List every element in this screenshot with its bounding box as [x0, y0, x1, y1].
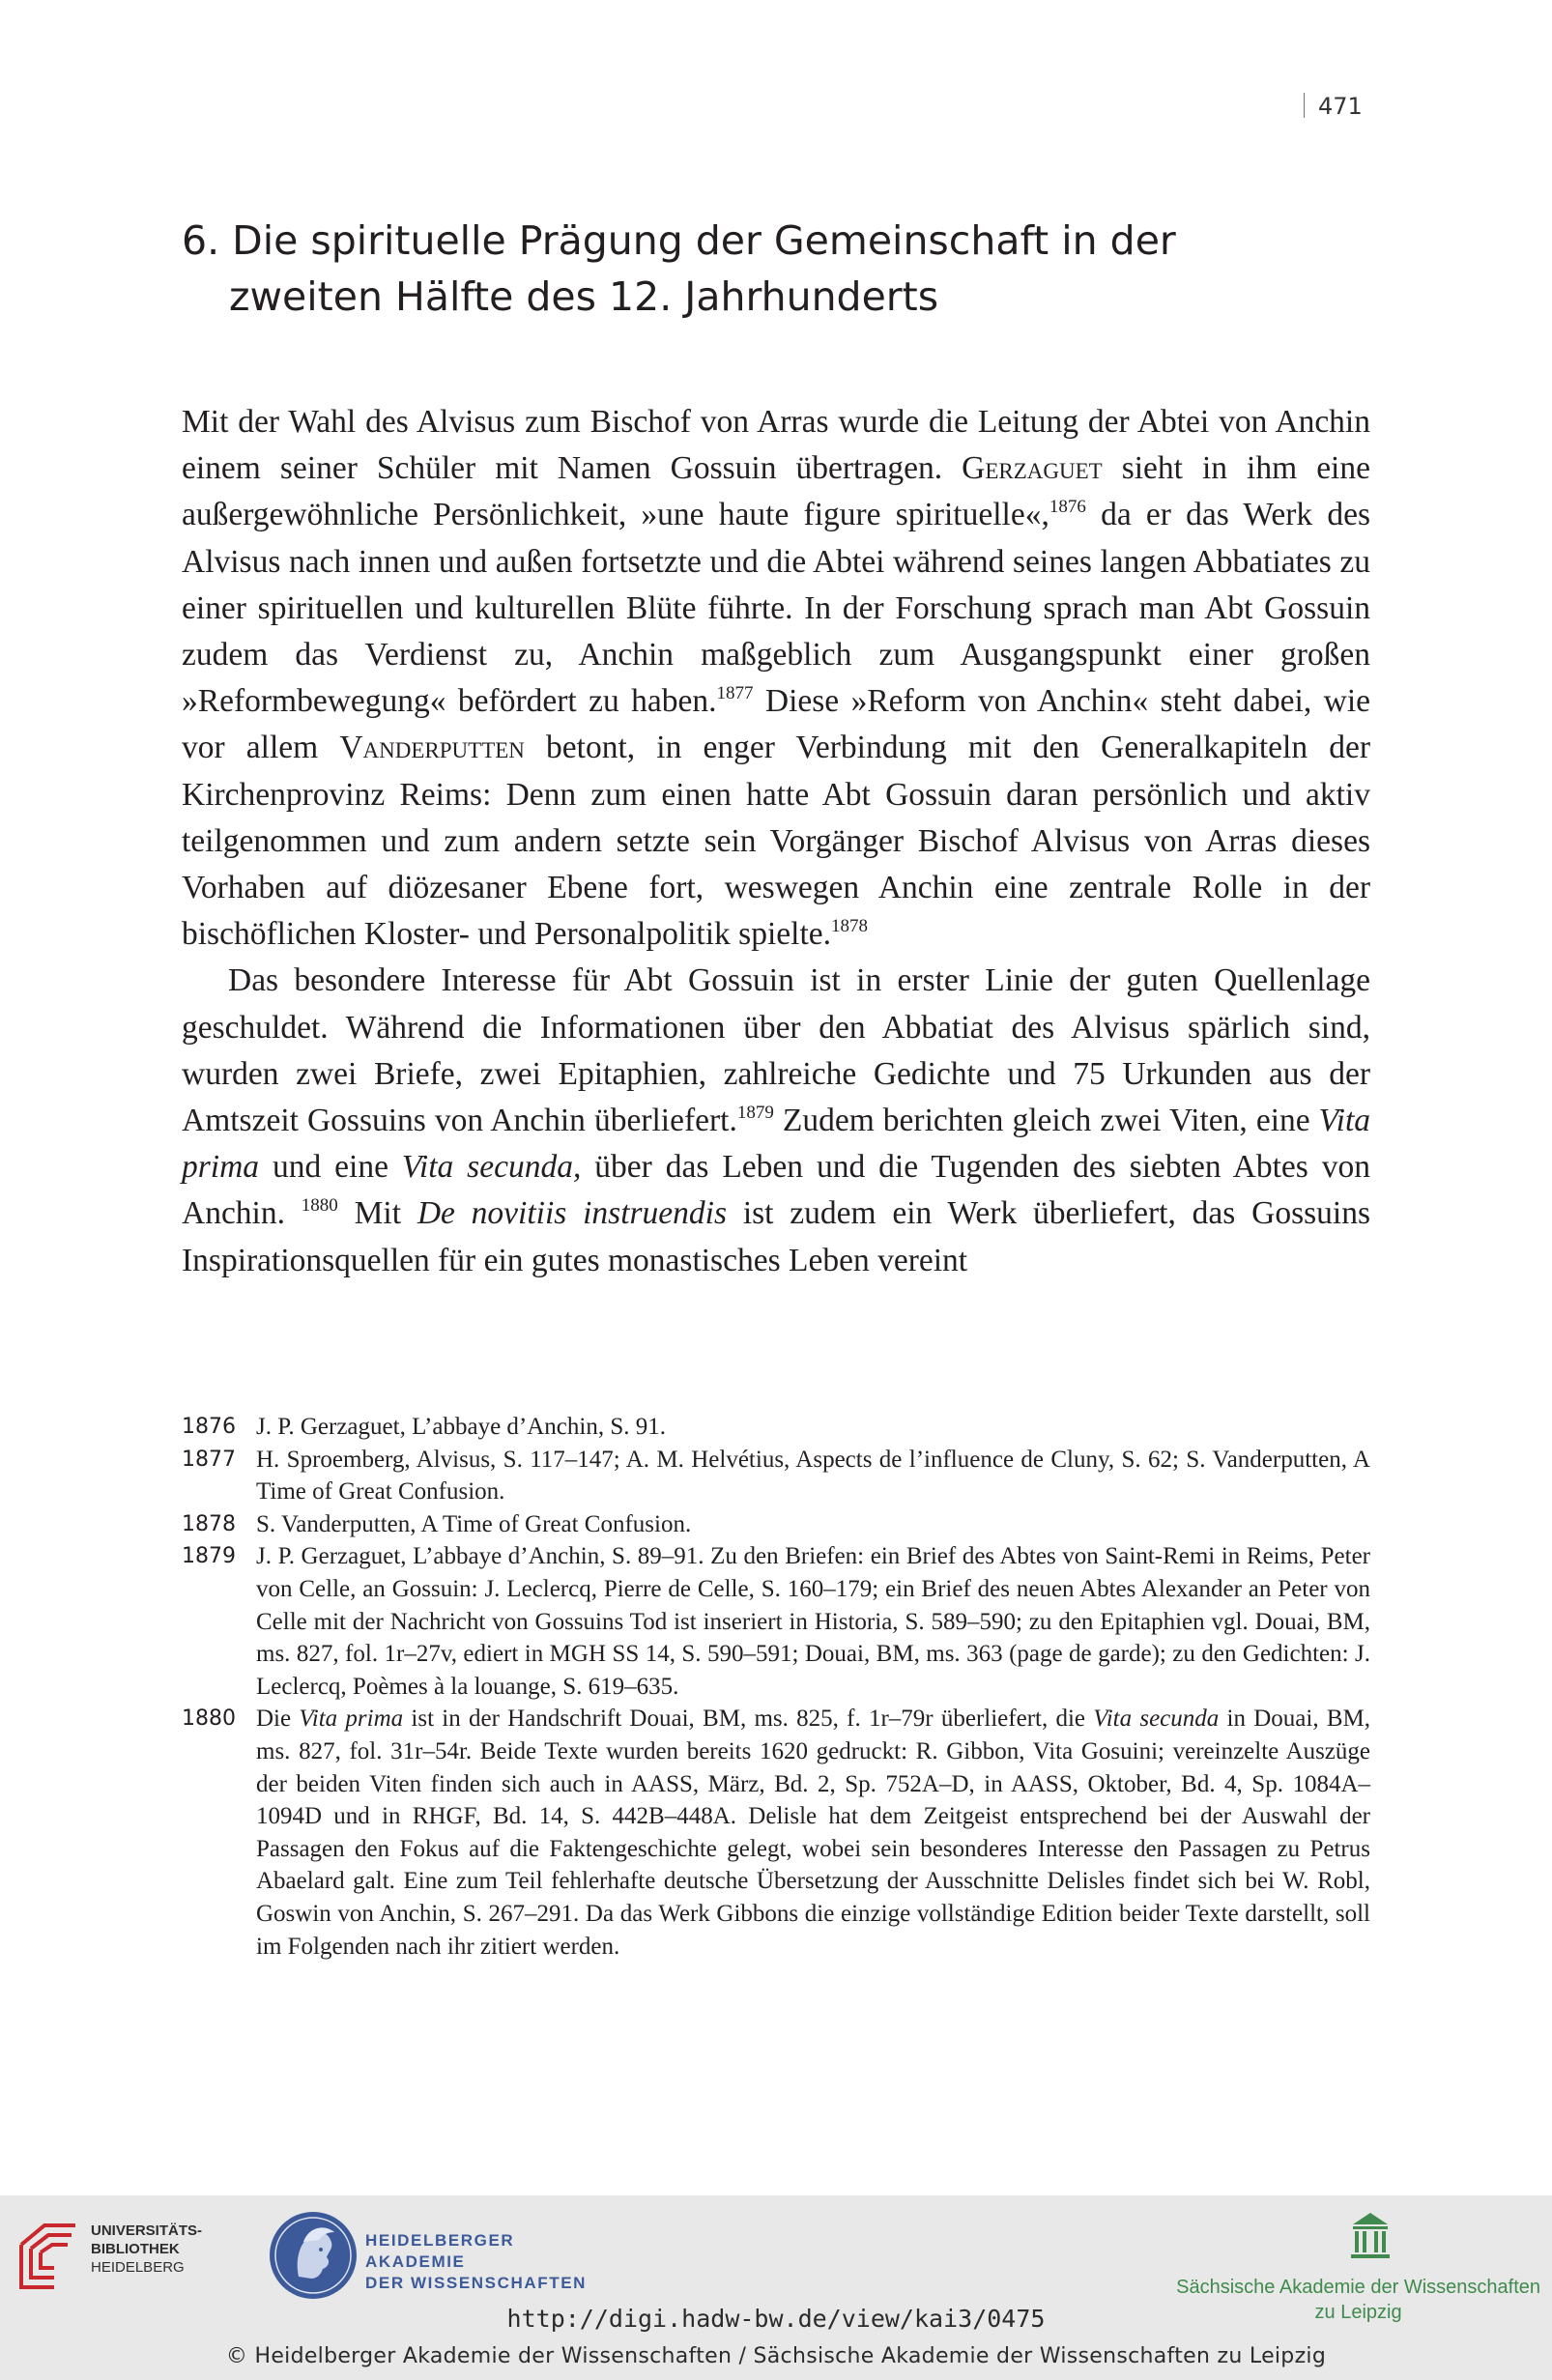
ub-logo-text — [91, 2222, 202, 2277]
text-run: sieht in ihm eine außergewöhnliche Persönlichkeit, »une haute figure spirituelle«, — [182, 450, 1370, 533]
footnote-1880 — [182, 1703, 1370, 1963]
saw-logo-line-2: zu Leipzig — [1314, 2302, 1402, 2323]
text-run: Diese »Reform von Anchin« steht dabei, wie vor allem — [182, 683, 1371, 766]
footnote-text: H. Sproemberg, Alvisus, S. 117–147; A. M. Helvétius, Aspects de l’influence de Cluny, S. 62; S. Vanderputten, A Time of Great Confusion. — [256, 1446, 1370, 1505]
footnote-1877 — [182, 1444, 1370, 1508]
page-number — [1304, 93, 1363, 120]
footnote-number: 1876 — [182, 1415, 236, 1439]
ub-logo-line-2: BIBLIOTHEK — [91, 2241, 180, 2257]
saw-building-icon — [1349, 2211, 1392, 2261]
page-number-divider — [1304, 93, 1305, 118]
footnote-number: 1877 — [182, 1447, 236, 1472]
ub-logo-line-1: UNIVERSITÄTS- — [91, 2222, 203, 2239]
footnote-number: 1878 — [182, 1511, 236, 1536]
text-run: Zudem berichten gleich zwei Viten, eine — [773, 1103, 1319, 1139]
footnote-ref[interactable]: 1878 — [831, 916, 868, 937]
text-run: da er das Werk des Alvisus nach innen und außen fortsetzte und die Abtei während seines langen Abbatiates zu einer spirituellen und kulturellen Blüte führte. In der Forschung sprach man Abt Gossuin zudem das Verdienst zu, Anchin maßgeblich zum Ausgangspunkt einer großen »Reformbewegung« befördert zu haben. — [182, 497, 1371, 720]
page-number-value: 471 — [1318, 93, 1363, 120]
footnote-number: 1880 — [182, 1706, 236, 1732]
footnote-1878 — [182, 1508, 1370, 1541]
footnote-number: 1879 — [182, 1544, 236, 1569]
permalink-url[interactable]: http://digi.hadw-bw.de/view/kai3/0475 — [506, 2305, 1046, 2333]
footnote-ref[interactable]: 1879 — [736, 1103, 774, 1124]
hadw-logo-text — [365, 2230, 611, 2294]
body-text — [182, 399, 1370, 1284]
hadw-logo-line-2: DER WISSENSCHAFTEN — [365, 2274, 588, 2292]
italic-title: Vita secunda, — [401, 1149, 582, 1186]
saw-logo-line-1: Sächsische Akademie der Wissenschaften — [1176, 2277, 1540, 2298]
italic-title: Vita secunda — [1093, 1706, 1220, 1733]
footnote-text: J. P. Gerzaguet, L’abbaye d’Anchin, S. 91. — [256, 1414, 666, 1440]
text-run: Mit — [337, 1195, 417, 1232]
paragraph-2 — [182, 958, 1370, 1283]
text-run: betont, in enger Verbindung mit den Generalkapiteln der Kirchenprovinz Reims: Denn zum einen hatte Abt Gossuin daran persönlich und aktiv teilgenommen und zum andern setzte sein Vorgänger Bischof Alvisus von Arras dieses Vorhaben auf diözesaner Ebene fort, weswegen Anchin eine zentrale Rolle in der bischöflichen Kloster- und Personalpolitik spielte. — [182, 730, 1370, 953]
author-name-small-caps: Gerzaguet — [962, 450, 1103, 487]
footnote-text: S. Vanderputten, A Time of Great Confusion. — [256, 1510, 692, 1537]
text-run: über das Leben und die Tugenden des siebten Abtes von Anchin. — [182, 1149, 1371, 1232]
paragraph-1 — [182, 399, 1370, 958]
text-run: Mit der Wahl des Alvisus zum Bischof von Arras wurde die Leitung der Abtei von Anchin einem seiner Schüler mit Namen Gossuin übertragen. — [182, 404, 1370, 487]
italic-title: De novitiis instruendis — [417, 1195, 728, 1232]
footnote-ref[interactable]: 1877 — [716, 683, 754, 704]
hadw-logo-line-1: HEIDELBERGER AKADEMIE — [365, 2231, 515, 2271]
text-run: ist zudem ein Werk überliefert, das Gossuins Inspirationsquellen für ein gutes monastisches Leben vereint — [182, 1195, 1370, 1278]
chapter-title — [182, 213, 1380, 325]
ub-emblem-icon — [15, 2216, 83, 2293]
copyright-notice: © Heidelberger Akademie der Wissenschaften / Sächsische Akademie der Wissenschaften zu Leipzig — [225, 2344, 1327, 2368]
footnote-ref[interactable]: 1880 — [301, 1195, 338, 1217]
italic-title: Vita prima — [182, 1103, 1371, 1186]
ub-heidelberg-logo[interactable] — [15, 2216, 209, 2293]
text-run: Das besondere Interesse für Abt Gossuin ist in erster Linie der guten Quellenlage geschuldet. Während die Informationen über den Abbatiat des Alvisus spärlich sind, wurden zwei Briefe, zwei Epitaphien, zahlreiche Gedichte und 75 Urkunden aus der Amtszeit Gossuins von Anchin überliefert. — [182, 962, 1370, 1139]
footnote-text: in Douai, BM, ms. 827, fol. 31r–54r. Beide Texte wurden bereits 1620 gedruckt: R. Gibbon, Vita Gosuini; vereinzelte Auszüge der beiden Viten finden sich auch in AASS, März, Bd. 2, Sp. 752A–D, in AASS, Oktober, Bd. 4, Sp. 1084A–1094D und in RHGF, Bd. 14, S. 442B–448A. Delisle hat dem Zeitgeist entsprechend bei der Auswahl der Passagen den Fokus auf die Faktengeschichte gelegt, wobei sein besonderes Interesse den Passagen zu Petrus Abaelard galt. Eine zum Teil fehlerhafte deutsche Übersetzung der Ausschnitte Delisles findet sich bei W. Robl, Goswin von Anchin, S. 267–291. Da das Werk Gibbons die einzige vollständige Edition beider Texte darstellt, soll im Folgenden nach ihr zitiert werden. — [256, 1706, 1370, 1960]
footnote-text: Die — [256, 1706, 300, 1733]
footnote-text: ist in der Handschrift Douai, BM, ms. 825, f. 1r–79r überliefert, die — [403, 1706, 1094, 1733]
italic-title: Vita prima — [299, 1706, 404, 1733]
footnote-ref[interactable]: 1876 — [1049, 497, 1086, 518]
minerva-head-icon — [267, 2209, 359, 2302]
saw-leipzig-logo[interactable] — [1176, 2205, 1546, 2323]
hadw-logo[interactable] — [263, 2205, 611, 2311]
footnote-1879 — [182, 1540, 1370, 1703]
chapter-title-line-2: zweiten Hälfte des 12. Jahrhunderts — [229, 273, 939, 320]
author-name-small-caps: Vanderputten — [339, 730, 525, 766]
chapter-title-line-1: 6. Die spirituelle Prägung der Gemeinschaft in der — [182, 217, 1176, 264]
text-run: und eine — [259, 1149, 402, 1186]
footnote-1876 — [182, 1411, 1370, 1444]
footnotes — [182, 1411, 1370, 1963]
ub-logo-line-3: HEIDELBERG — [91, 2259, 185, 2276]
footnote-text: J. P. Gerzaguet, L’abbaye d’Anchin, S. 89–91. Zu den Briefen: ein Brief des Abtes von Saint-Remi in Reims, Peter von Celle, an Gossuin: J. Leclercq, Pierre de Celle, S. 160–179; ein Brief des neuen Abtes Alexander an Peter von Celle mit der Nachricht von Gossuins Tod ist inseriert in Historia, S. 589–590; zu den Epitaphien vgl. Douai, BM, ms. 827, fol. 1r–27v, ediert in MGH SS 14, S. 590–591; Douai, BM, ms. 363 (page de garde); zu den Gedichten: J. Leclercq, Poèmes à la louange, S. 619–635. — [256, 1543, 1370, 1700]
